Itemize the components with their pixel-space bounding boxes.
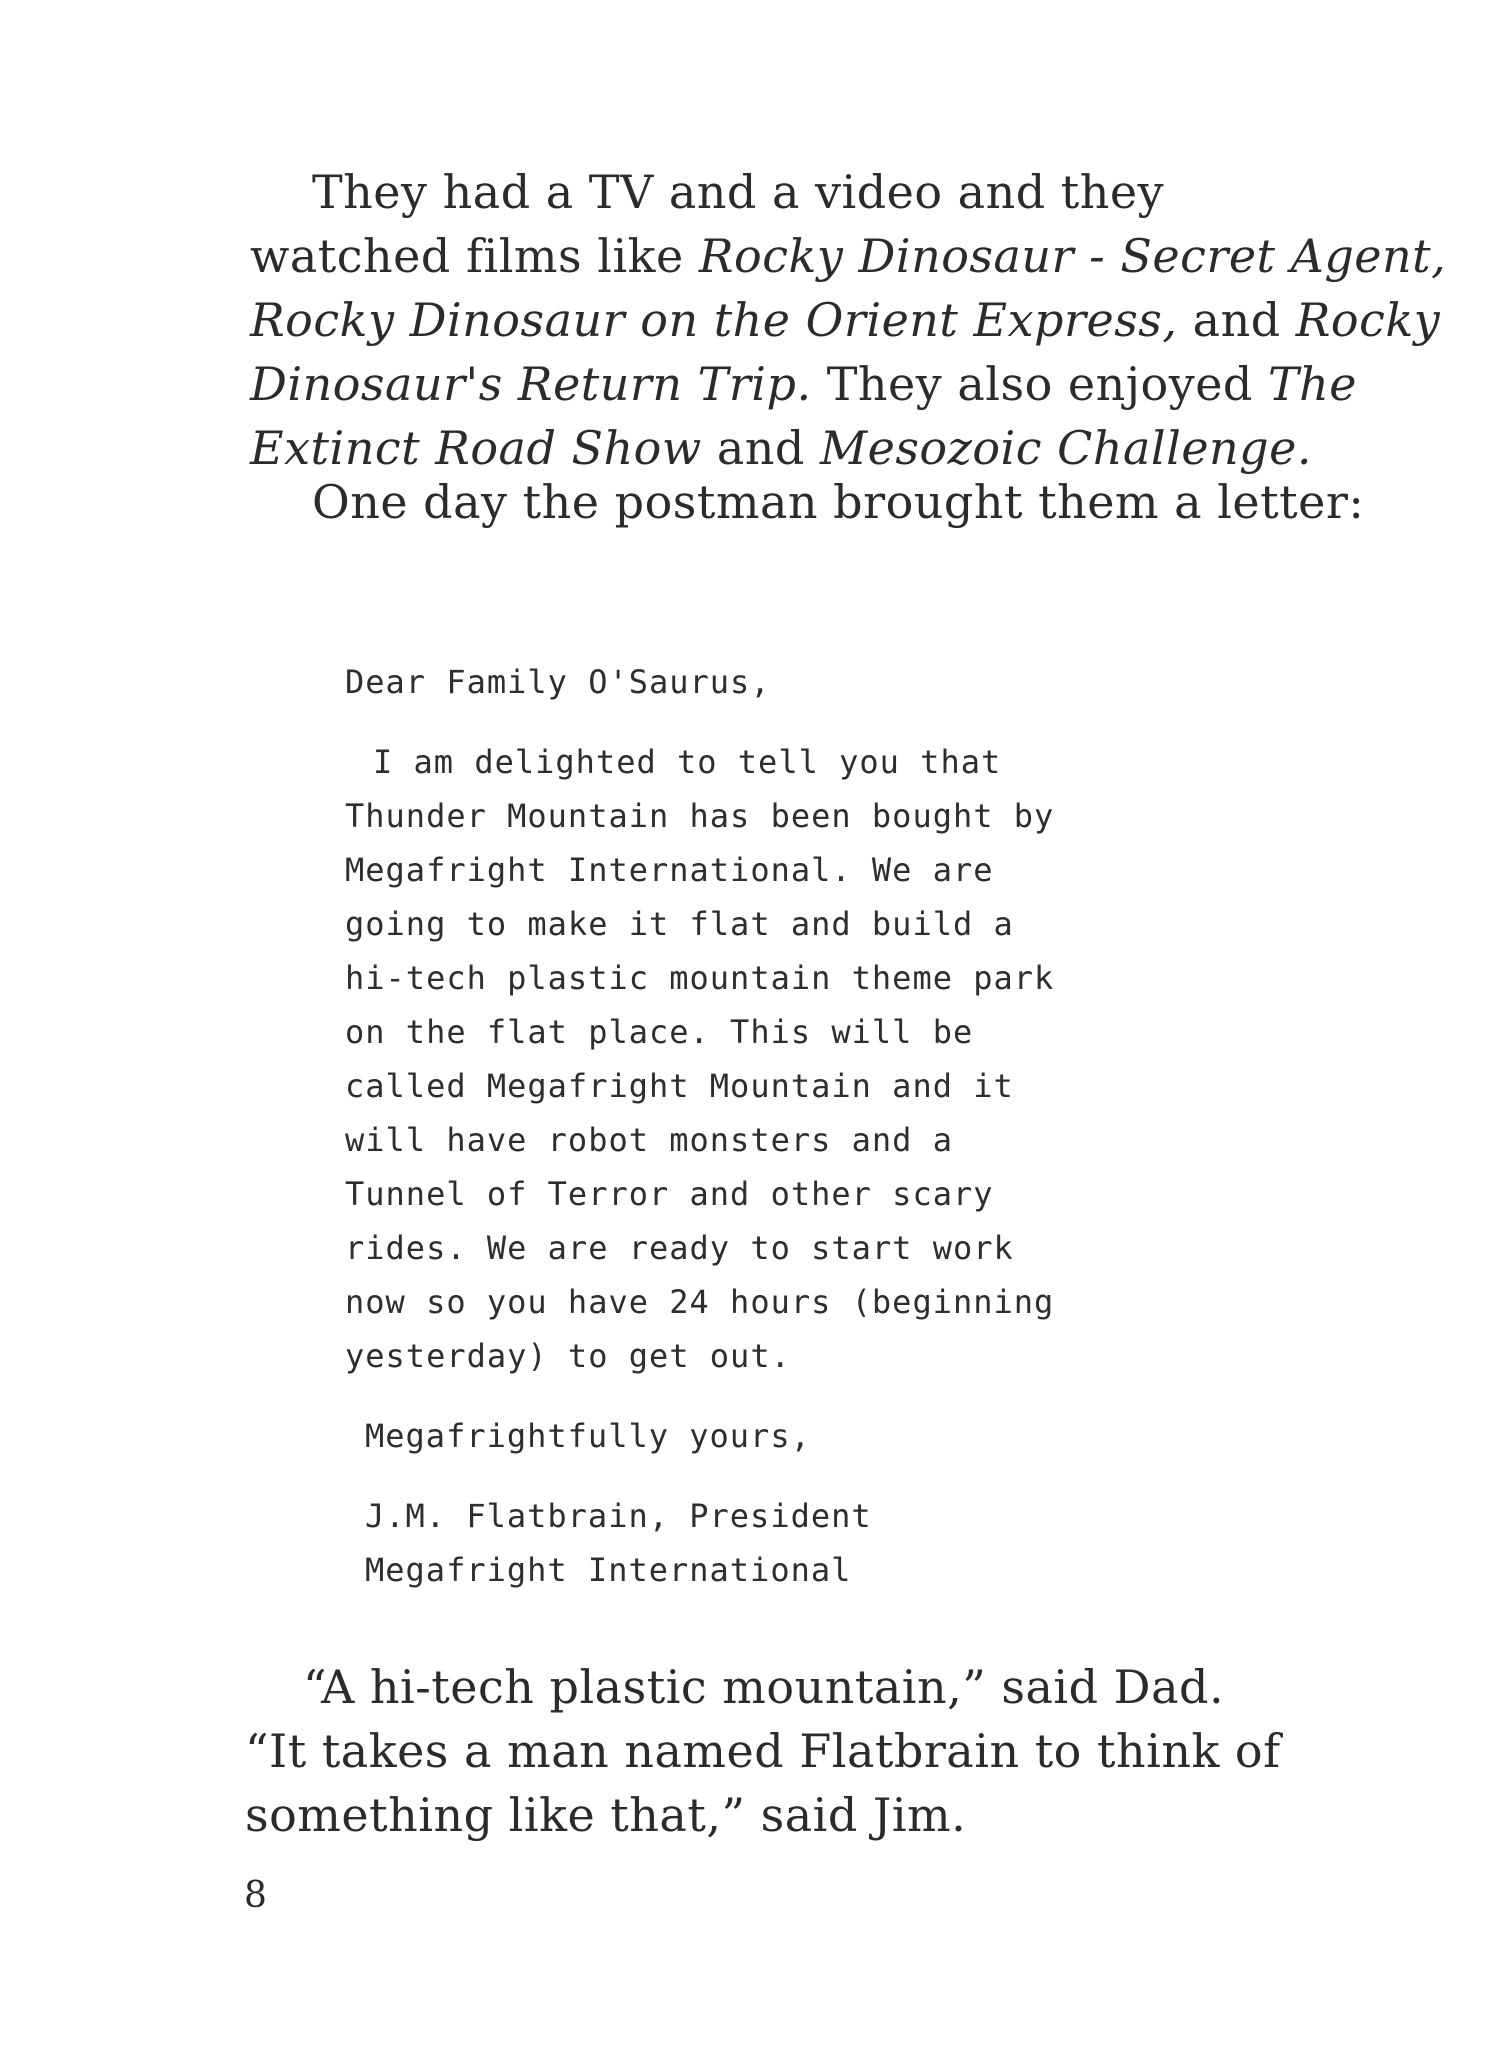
film-title: Rocky Dinosaur on the Orient Express, xyxy=(250,293,1178,347)
text-line xyxy=(250,352,1358,416)
letter-line: yesterday) to get out. xyxy=(345,1337,791,1375)
letter-line: hi-tech plastic mountain theme park xyxy=(345,959,1055,997)
paragraph-tv-films xyxy=(250,160,1447,480)
text-line: One day the postman brought them a letter: xyxy=(312,475,1365,529)
letter-line: Thunder Mountain has been bought by xyxy=(345,797,1055,835)
show-title: The xyxy=(1268,357,1358,411)
letter-salutation: Dear Family O'Saurus, xyxy=(345,663,771,701)
dialogue-line: “It takes a man named Flatbrain to think of xyxy=(245,1724,1281,1778)
letter-line: Tunnel of Terror and other scary xyxy=(345,1175,994,1213)
letter-line: going to make it flat and build a xyxy=(345,905,1014,943)
show-title: Mesozoic Challenge. xyxy=(820,421,1312,475)
letter-line: on the flat place. This will be xyxy=(345,1013,974,1051)
text-run: They also enjoyed xyxy=(811,357,1268,411)
letter-body xyxy=(345,735,1205,1383)
letter-line: called Megafright Mountain and it xyxy=(345,1067,1014,1105)
letter-line: rides. We are ready to start work xyxy=(345,1229,1014,1267)
dialogue-line: “A hi-tech plastic mountain,” said Dad. xyxy=(303,1660,1225,1714)
show-title: Extinct Road Show xyxy=(250,421,702,475)
film-title: Rocky Dinosaur - Secret Agent, xyxy=(698,229,1447,283)
dialogue-paragraph xyxy=(245,1655,1295,1847)
text-run: watched films like xyxy=(250,229,699,283)
letter-line: I am delighted to tell you that xyxy=(373,743,1002,781)
text-run: and xyxy=(1177,293,1296,347)
film-title: Rocky xyxy=(1295,293,1441,347)
letter xyxy=(345,655,1205,1597)
page-number: 8 xyxy=(244,1875,267,1916)
text-line xyxy=(250,224,1447,288)
text-line: They had a TV and a video and they xyxy=(312,165,1165,219)
film-title: Dinosaur's Return Trip. xyxy=(250,357,812,411)
letter-line: will have robot monsters and a xyxy=(345,1121,953,1159)
text-line xyxy=(250,288,1441,352)
paragraph-postman xyxy=(250,470,1365,534)
text-run: and xyxy=(701,421,820,475)
signature-company: Megafright International xyxy=(365,1551,852,1589)
letter-line: now so you have 24 hours (beginning xyxy=(345,1283,1055,1321)
letter-signature xyxy=(345,1489,1205,1597)
letter-closing: Megafrightfully yours, xyxy=(365,1417,811,1455)
letter-line: Megafright International. We are xyxy=(345,851,994,889)
dialogue-line: something like that,” said Jim. xyxy=(245,1788,967,1842)
signature-name: J.M. Flatbrain, President xyxy=(365,1497,872,1535)
